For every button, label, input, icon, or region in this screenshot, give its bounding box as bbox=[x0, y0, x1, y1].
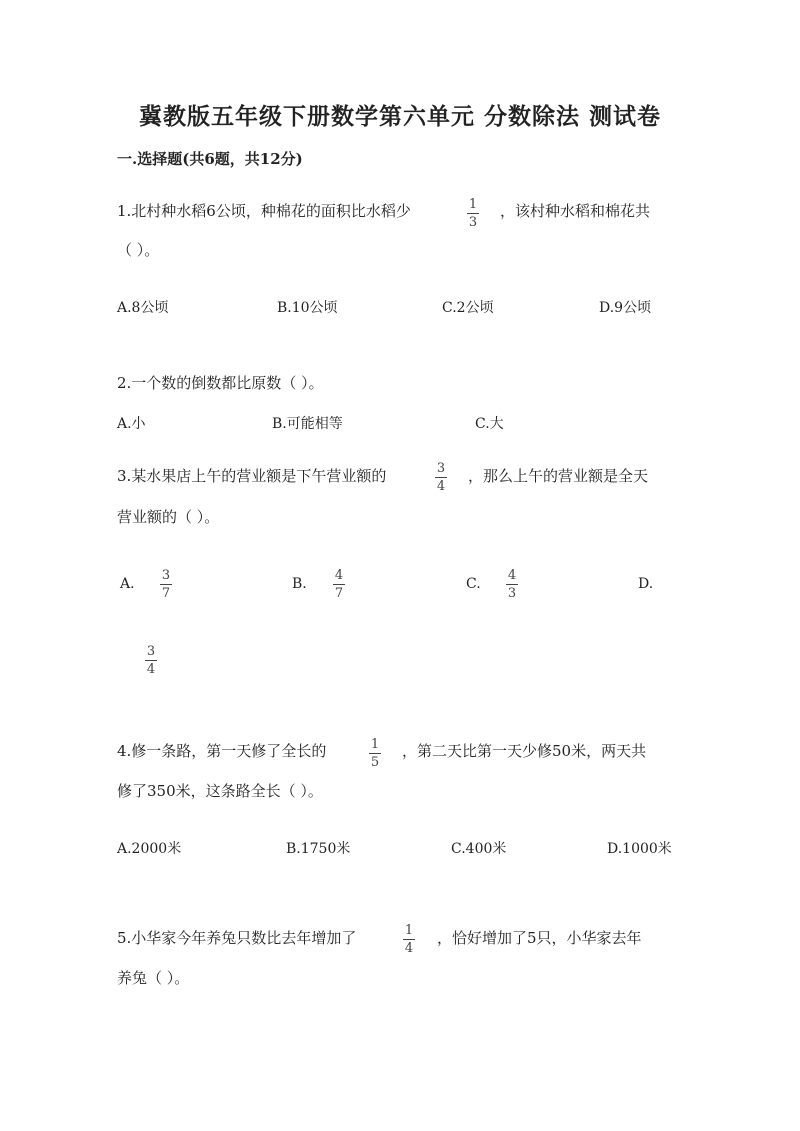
question-3-option-a-label[interactable]: A. bbox=[120, 576, 135, 592]
question-3-option-b-label[interactable]: B. bbox=[292, 576, 307, 592]
question-3-fraction bbox=[435, 461, 447, 494]
question-2-option-a[interactable]: A.小 bbox=[117, 416, 146, 432]
question-5-fraction bbox=[403, 923, 415, 956]
fraction-denominator: 3 bbox=[507, 586, 517, 601]
fraction-bar bbox=[145, 660, 157, 661]
fraction-denominator: 7 bbox=[334, 586, 344, 601]
fraction-numerator: 4 bbox=[334, 568, 344, 583]
fraction-denominator: 3 bbox=[468, 215, 478, 230]
question-1-text-cont: ，该村种水稻和棉花共 bbox=[500, 202, 651, 220]
fraction-bar bbox=[403, 939, 415, 940]
question-2-option-c[interactable]: C.大 bbox=[475, 416, 504, 432]
fraction-numerator: 4 bbox=[507, 568, 517, 583]
question-5-blank: 养兔（ ）。 bbox=[117, 969, 190, 987]
question-4-text: 4.修一条路，第一天修了全长的 bbox=[117, 742, 327, 760]
fraction-numerator: 1 bbox=[370, 737, 380, 752]
question-4-option-b[interactable]: B.1750米 bbox=[286, 841, 351, 857]
question-1-option-d[interactable]: D.9公顷 bbox=[599, 300, 652, 316]
question-2-text: 2.一个数的倒数都比原数（ ）。 bbox=[117, 374, 324, 392]
page-title: 冀教版五年级下册数学第六单元 分数除法 测试卷 bbox=[138, 103, 661, 130]
question-1-option-a[interactable]: A.8公顷 bbox=[117, 300, 169, 316]
fraction-numerator: 3 bbox=[146, 644, 156, 659]
question-1-text: 1.北村种水稻6公顷，种棉花的面积比水稻少 bbox=[117, 202, 411, 220]
question-4-blank: 修了350米，这条路全长（ ）。 bbox=[117, 782, 323, 800]
fraction-bar bbox=[160, 584, 172, 585]
fraction-numerator: 3 bbox=[436, 461, 446, 476]
question-4-option-c[interactable]: C.400米 bbox=[451, 841, 507, 857]
question-3-option-a-fraction[interactable] bbox=[160, 568, 172, 601]
question-3-option-c-fraction[interactable] bbox=[506, 568, 518, 601]
section-heading: 一.选择题(共6题，共12分) bbox=[117, 150, 303, 168]
fraction-bar bbox=[333, 584, 345, 585]
fraction-denominator: 4 bbox=[404, 941, 414, 956]
question-3-text: 3.某水果店上午的营业额是下午营业额的 bbox=[117, 467, 387, 485]
fraction-numerator: 1 bbox=[404, 923, 414, 938]
question-3-option-b-fraction[interactable] bbox=[333, 568, 345, 601]
fraction-denominator: 5 bbox=[370, 755, 380, 770]
question-1-option-b[interactable]: B.10公顷 bbox=[277, 300, 338, 316]
fraction-numerator: 3 bbox=[161, 568, 171, 583]
question-1-option-c[interactable]: C.2公顷 bbox=[442, 300, 494, 316]
fraction-numerator: 1 bbox=[468, 197, 478, 212]
fraction-bar bbox=[435, 477, 447, 478]
fraction-denominator: 4 bbox=[436, 479, 446, 494]
question-3-option-c-label[interactable]: C. bbox=[466, 576, 481, 592]
question-3-blank: 营业额的（ ）。 bbox=[117, 508, 220, 526]
fraction-bar bbox=[467, 213, 479, 214]
question-2-option-b[interactable]: B.可能相等 bbox=[272, 416, 343, 432]
question-3-text-cont: ，那么上午的营业额是全天 bbox=[468, 467, 649, 485]
question-3-option-d-fraction[interactable] bbox=[145, 644, 157, 677]
question-5-text-cont: ，恰好增加了5只，小华家去年 bbox=[437, 929, 642, 947]
question-3-option-d-label[interactable]: D. bbox=[638, 576, 654, 592]
question-4-option-d[interactable]: D.1000米 bbox=[607, 841, 672, 857]
fraction-denominator: 4 bbox=[146, 662, 156, 677]
question-5-text: 5.小华家今年养兔只数比去年增加了 bbox=[117, 929, 357, 947]
question-4-text-cont: ，第二天比第一天少修50米，两天共 bbox=[402, 742, 647, 760]
question-1-blank: （ ）。 bbox=[117, 241, 160, 259]
fraction-bar bbox=[369, 753, 381, 754]
fraction-denominator: 7 bbox=[161, 586, 171, 601]
question-4-fraction bbox=[369, 737, 381, 770]
question-4-option-a[interactable]: A.2000米 bbox=[117, 841, 182, 857]
fraction-bar bbox=[506, 584, 518, 585]
question-1-fraction bbox=[467, 197, 479, 230]
